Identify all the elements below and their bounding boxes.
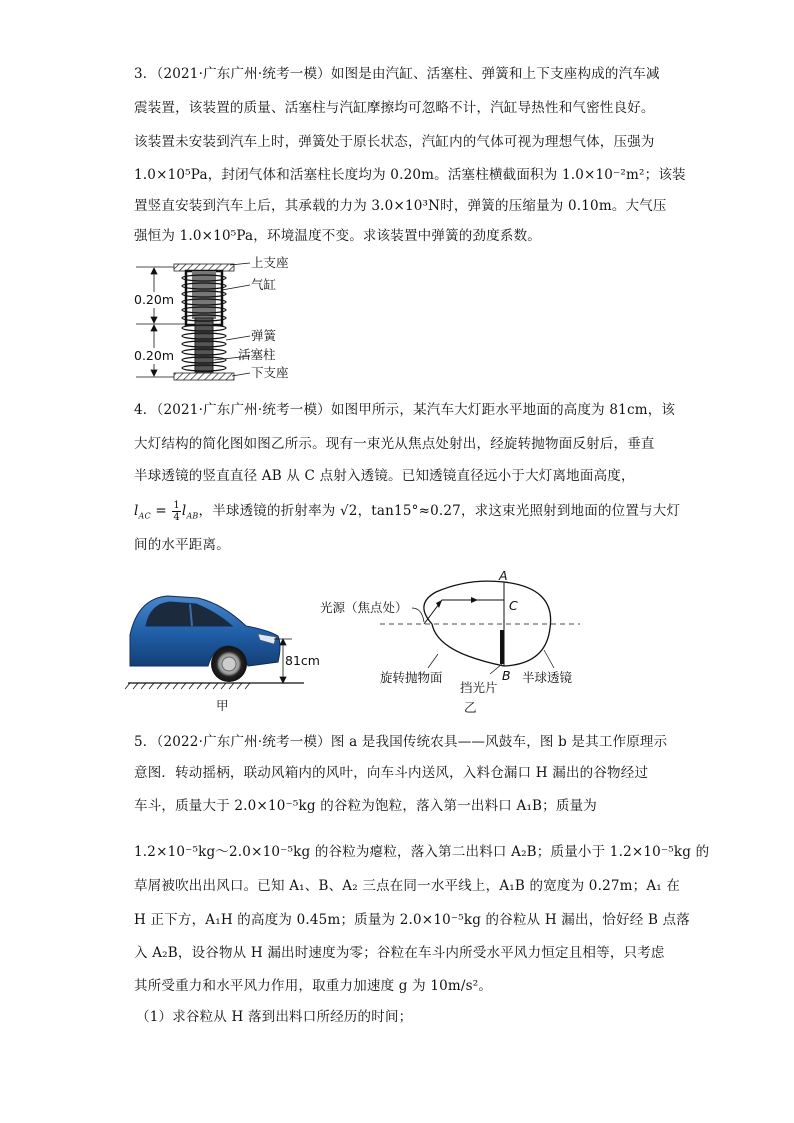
- q4-line-last: 间的水平距离。: [134, 537, 230, 553]
- formula-lhs-sub: AC: [138, 511, 151, 521]
- dim-bottom-label: 0.20m: [134, 348, 175, 363]
- q4-line-2: 大灯结构的简化图如图乙所示。现有一束光从焦点处射出，经旋转抛物面反射后，垂直: [134, 436, 655, 452]
- label-paraboloid: 旋转抛物面: [380, 670, 443, 685]
- q4-headlight-figure: [318, 570, 590, 720]
- label-C: C: [509, 598, 518, 613]
- label-spring: 弹簧: [251, 328, 277, 343]
- label-top-seat: 上支座: [251, 255, 289, 270]
- q4-formula-line: [134, 500, 680, 527]
- label-bottom-seat: 下支座: [251, 365, 289, 380]
- formula-lhs: l: [134, 503, 139, 519]
- label-A: A: [499, 568, 508, 583]
- formula-rest: ，半球透镜的折射率为 √2，tan15°≈0.27，求这束光照射到地面的位置与大灯: [198, 503, 681, 519]
- label-light-source: 光源（焦点处）: [320, 600, 408, 615]
- q3-line-2: 震装置，该装置的质量、活塞柱与汽缸摩擦均可忽略不计，汽缸导热性和气密性良好。: [134, 100, 655, 116]
- formula-den: 4: [173, 512, 180, 523]
- formula-eq: =: [150, 503, 172, 519]
- q5-line-8: 其所受重力和水平风力作用，取重力加速度 g 为 10m/s²。: [134, 978, 493, 994]
- q3-shock-absorber-figure: [130, 256, 320, 386]
- q5-line-7: 入 A₂B，设谷物从 H 漏出时速度为零；谷粒在车斗内所受水平风力恒定且相等，只考虑: [134, 945, 665, 961]
- label-B: B: [502, 668, 511, 683]
- bottom-seat: [174, 373, 234, 380]
- q5-line-3: 车斗，质量大于 2.0×10⁻⁵kg 的谷粒为饱粒，落入第一出料口 A₁B；质量为: [134, 798, 597, 814]
- q5-line-2: 意图．转动摇柄，联动风箱内的风叶，向车斗内送风，入料仓漏口 H 漏出的谷物经过: [134, 765, 649, 781]
- q5-line-1: 5．（2022·广东广州·统考一模）图 a 是我国传统农具——风鼓车，图 b 是其工作原理示: [134, 734, 668, 750]
- q5-line-6: H 正下方，A₁H 的高度为 0.45m；质量为 2.0×10⁻⁵kg 的谷粒从 H 漏出，恰好经 B 点落: [134, 912, 690, 928]
- q3-line-3: 该装置未安装到汽车上时，弹簧处于原长状态，汽缸内的气体可视为理想气体，压强为: [134, 134, 655, 150]
- q3-line-4: 1.0×10⁵Pa，封闭气体和活塞柱长度均为 0.20m。活塞柱横截面积为 1.0×10⁻²m²；该装: [134, 167, 686, 183]
- formula-rhs-sub: AB: [186, 511, 199, 521]
- label-shade: 挡光片: [460, 680, 498, 695]
- q4-car-figure: [128, 590, 320, 715]
- q3-line-5: 置竖直安装到汽车上后，其承载的力为 3.0×10³N时，弹簧的压缩量为 0.10m。大气压: [134, 198, 667, 214]
- car-body: [130, 596, 280, 666]
- q5-subquestion-1: （1）求谷粒从 H 落到出料口所经历的时间；: [136, 1009, 413, 1025]
- light-ray: [424, 600, 504, 624]
- height-label: 81cm: [285, 653, 320, 668]
- caption-jia: 甲: [216, 698, 229, 713]
- q4-line-3: 半球透镜的竖直直径 AB 从 C 点射入透镜。已知透镜直径远小于大灯离地面高度，: [134, 468, 635, 484]
- formula-rhs: l: [181, 503, 187, 519]
- formula-num: 1: [173, 500, 180, 511]
- label-lens: 半球透镜: [522, 670, 573, 685]
- caption-yi: 乙: [464, 700, 477, 715]
- q3-line-6: 强恒为 1.0×10⁵Pa，环境温度不变。求该装置中弹簧的劲度系数。: [134, 228, 541, 244]
- paraboloid-outline: [424, 581, 504, 666]
- label-piston: 活塞柱: [238, 347, 276, 362]
- q5-line-4: 1.2×10⁻⁵kg～2.0×10⁻⁵kg 的谷粒为瘪粒，落入第二出料口 A₂B；质量小于 1.2×10⁻⁵kg 的: [134, 844, 710, 860]
- formula-fraction: [172, 500, 181, 523]
- q5-line-5: 草屑被吹出出风口。已知 A₁、B、A₂ 三点在同一水平线上，A₁B 的宽度为 0.27m；A₁ 在: [134, 878, 681, 894]
- shade-plate: [500, 630, 504, 664]
- dim-top-label: 0.20m: [134, 292, 175, 307]
- label-cylinder: 气缸: [251, 277, 277, 292]
- q4-line-1: 4．（2021·广东广州·统考一模）如图甲所示，某汽车大灯距水平地面的高度为 81cm，该: [134, 402, 676, 418]
- q3-line-1: 3．（2021·广东广州·统考一模）如图是由汽缸、活塞柱、弹簧和上下支座构成的汽车减: [134, 66, 660, 82]
